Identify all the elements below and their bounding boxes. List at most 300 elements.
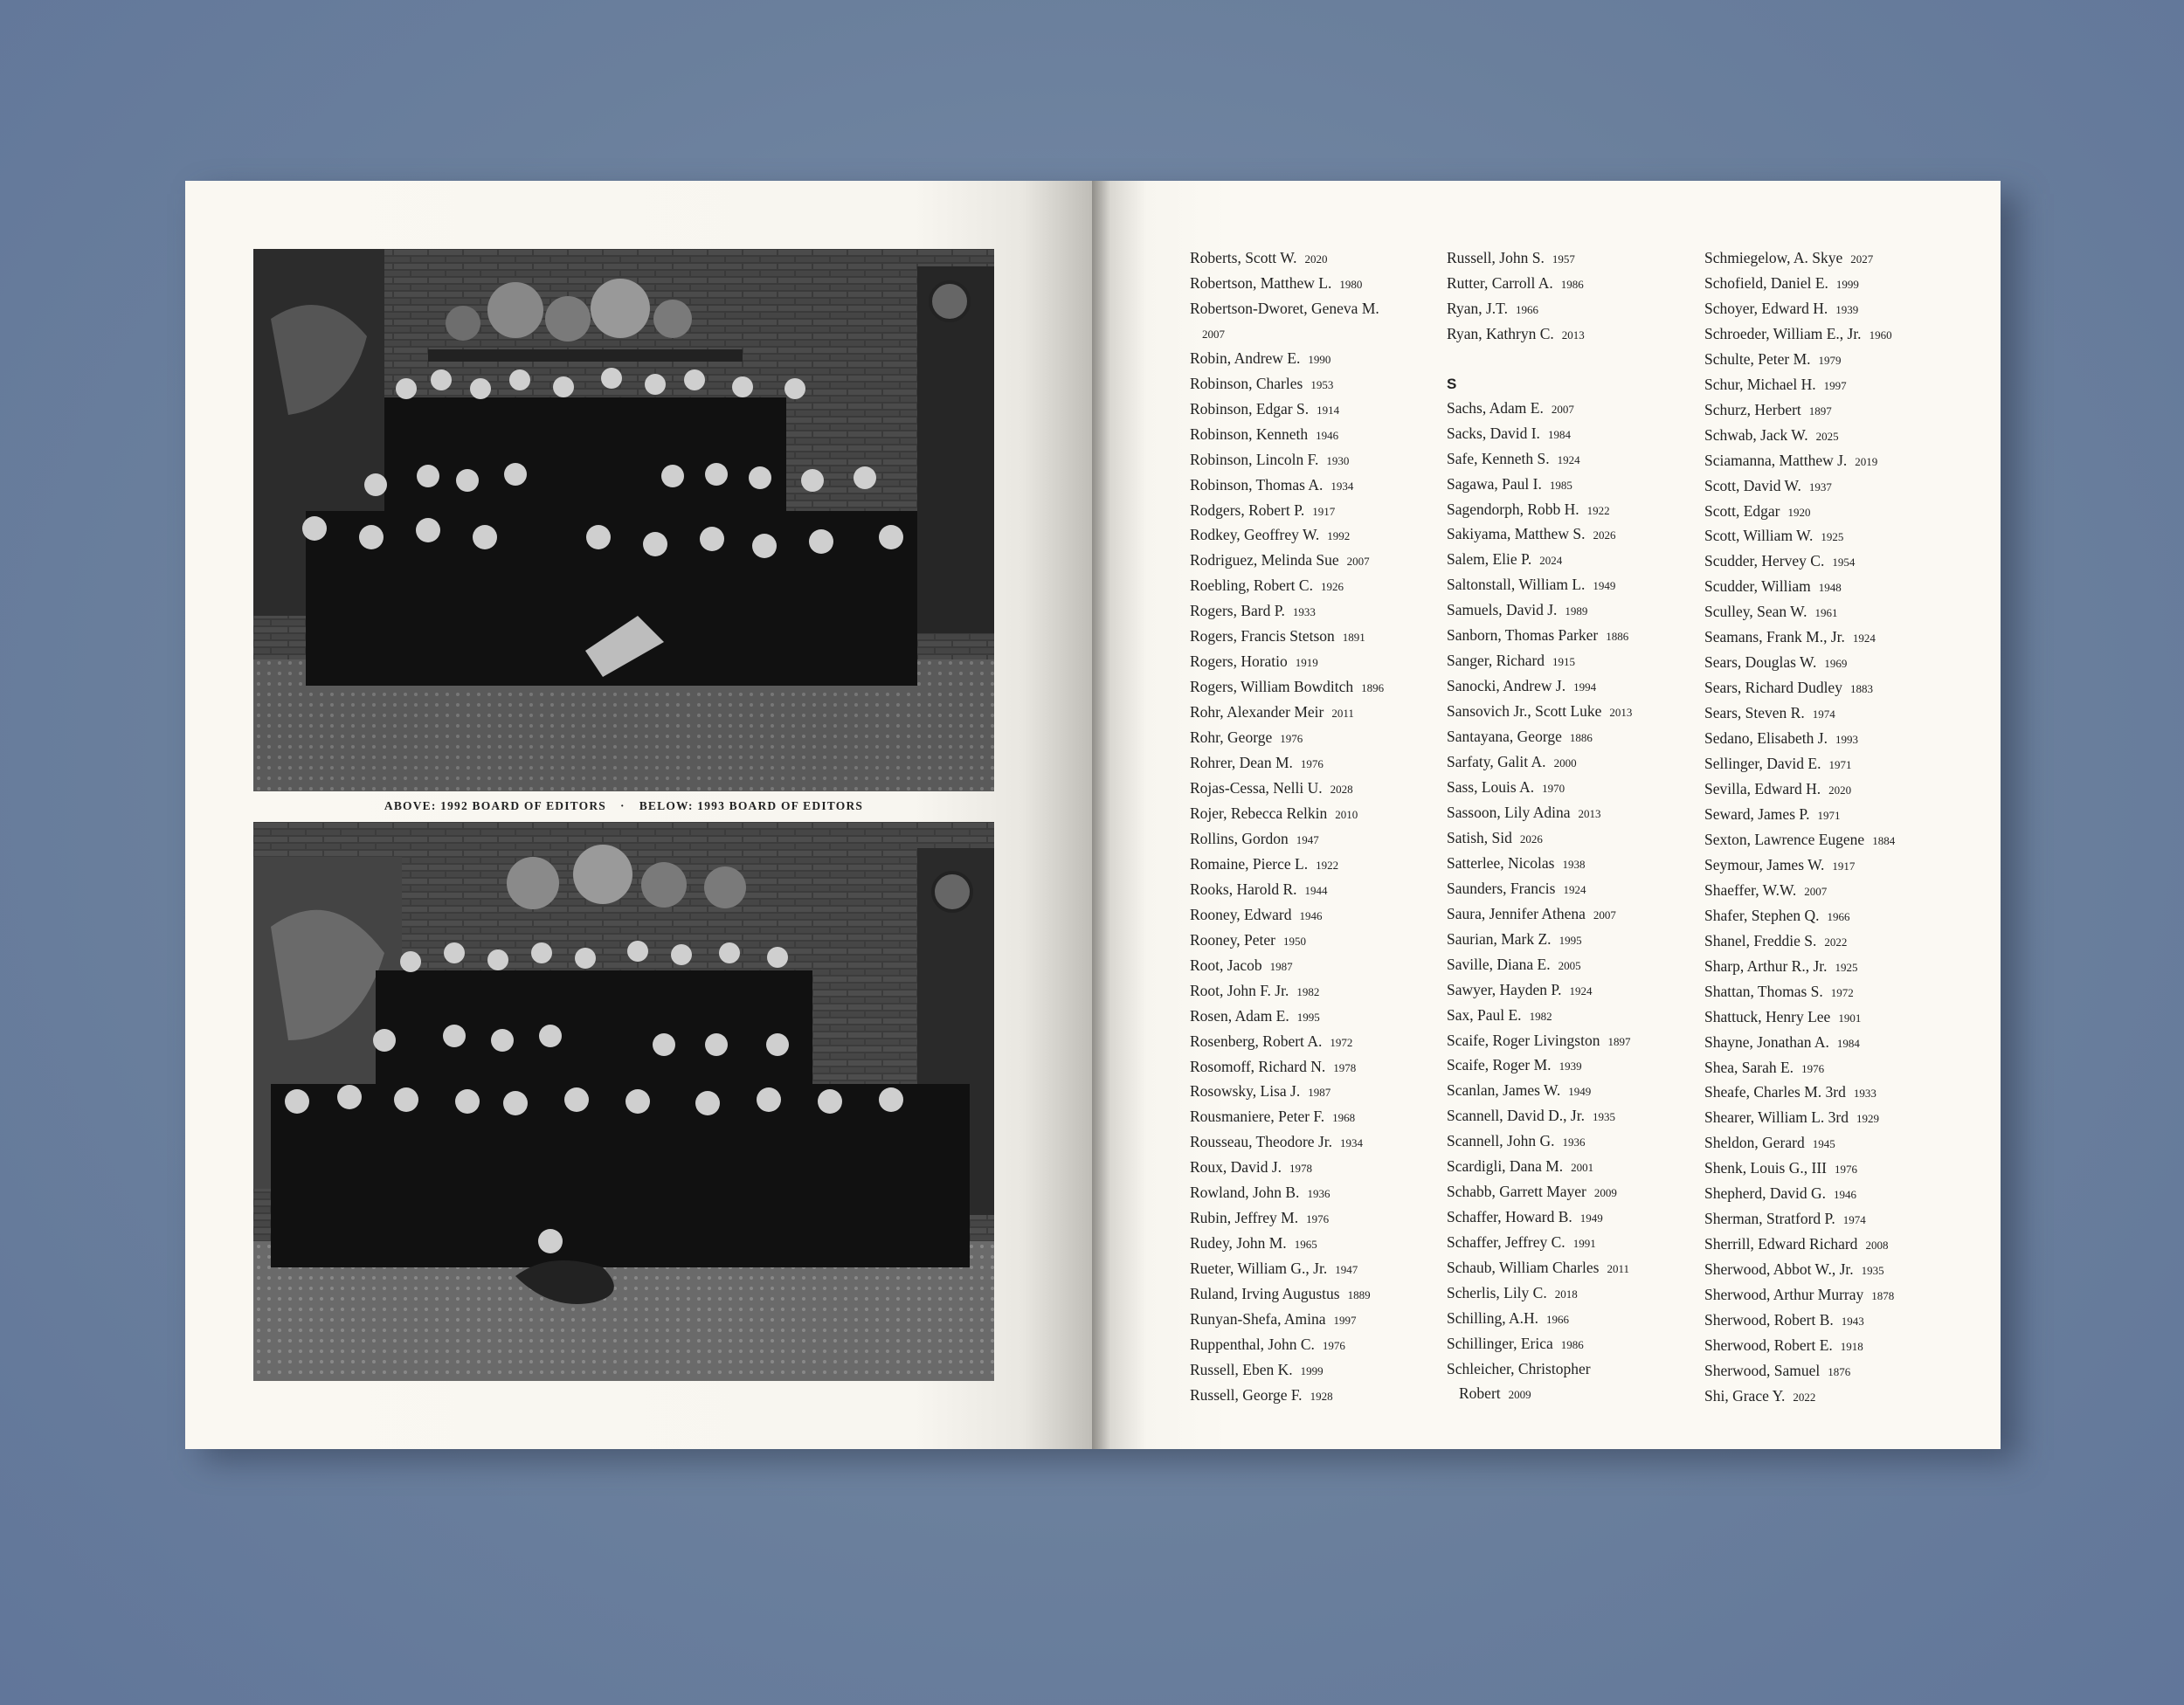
index-entry [1447, 246, 1691, 272]
entry-year: 1980 [1339, 277, 1363, 291]
entry-year: 1978 [1289, 1162, 1312, 1176]
entry-name: Rodkey, Geoffrey W. [1190, 526, 1320, 544]
entry-name: Seymour, James W. [1704, 855, 1825, 873]
entry-name: Sears, Richard Dudley [1704, 679, 1842, 697]
entry-name: Sanborn, Thomas Parker [1447, 626, 1599, 645]
index-entry [1447, 272, 1691, 297]
entry-year: 1954 [1832, 556, 1856, 569]
index-entry [1190, 675, 1434, 701]
index-entry [1447, 1231, 1691, 1256]
entry-name: Root, John F. Jr. [1190, 981, 1289, 999]
photo-1992-board [253, 249, 994, 791]
index-entry [1447, 801, 1691, 826]
index-entry [1704, 474, 1949, 500]
entry-year: 2018 [1554, 1287, 1578, 1301]
entry-year: 1965 [1294, 1238, 1317, 1252]
index-entry [1190, 272, 1434, 297]
index-entry [1704, 600, 1949, 625]
index-entry [1190, 1181, 1434, 1206]
entry-name: Sherwood, Arthur Murray [1704, 1286, 1864, 1304]
entry-name: Sarfaty, Galit A. [1447, 753, 1546, 771]
entry-year: 1997 [1823, 378, 1847, 392]
entry-name: Sachs, Adam E. [1447, 398, 1544, 417]
entry-year: 1949 [1579, 1211, 1603, 1225]
entry-name: Shenk, Louis G., III [1704, 1159, 1827, 1177]
entry-year: 2007 [1551, 402, 1574, 416]
index-entry [1190, 549, 1434, 574]
entry-name: Scudder, Hervey C. [1704, 552, 1825, 570]
entry-year: 1987 [1308, 1086, 1331, 1100]
entry-name: Seward, James P. [1704, 804, 1810, 823]
index-entry [1190, 1004, 1434, 1030]
entry-year: 1995 [1296, 1010, 1320, 1024]
index-entry [1447, 1357, 1691, 1407]
entry-name: Sears, Steven R. [1704, 704, 1805, 722]
index-entry [1190, 448, 1434, 473]
entry-name: Robinson, Thomas A. [1190, 475, 1324, 494]
caption-below: BELOW: 1993 BOARD OF EDITORS [639, 799, 864, 812]
entry-name: Schur, Michael H. [1704, 375, 1816, 393]
index-entry [1190, 1030, 1434, 1055]
index-entry [1447, 877, 1691, 902]
entry-name: Rooney, Edward [1190, 905, 1292, 923]
entry-name: Satish, Sid [1447, 828, 1512, 846]
index-entry [1447, 1281, 1691, 1307]
index-entry [1190, 1282, 1434, 1308]
index-entry [1190, 928, 1434, 954]
caption-separator: · [620, 799, 625, 812]
entry-name: Sharp, Arthur R., Jr. [1704, 956, 1828, 975]
entry-year: 1971 [1828, 758, 1852, 772]
entry-name: Schofield, Daniel E. [1704, 273, 1828, 292]
entry-name: Scott, Edgar [1704, 501, 1780, 520]
index-entry [1447, 978, 1691, 1004]
entry-name: Saura, Jennifer Athena [1447, 904, 1586, 922]
index-entry [1704, 297, 1949, 322]
entry-year: 1999 [1835, 277, 1859, 291]
entry-year: 1924 [1557, 452, 1580, 466]
entry-year: 1991 [1572, 1237, 1596, 1251]
entry-year: 1884 [1872, 833, 1896, 847]
index-entry [1704, 1258, 1949, 1283]
index-entry [1704, 1334, 1949, 1359]
entry-name: Schaffer, Howard B. [1447, 1208, 1572, 1226]
entry-year: 2028 [1330, 783, 1353, 797]
entry-year: 1933 [1853, 1087, 1876, 1101]
spacer [1447, 348, 1691, 372]
entry-name: Shattuck, Henry Lee [1704, 1007, 1831, 1025]
entry-name: Shayne, Jonathan A. [1704, 1032, 1829, 1051]
entry-name: Samuels, David J. [1447, 601, 1558, 619]
entry-year: 1948 [1818, 581, 1842, 595]
index-entry [1447, 598, 1691, 624]
entry-year: 1917 [1312, 504, 1336, 518]
entry-year: 2020 [1304, 252, 1328, 266]
index-entry [1447, 522, 1691, 548]
entry-name: Saville, Diana E. [1447, 955, 1551, 973]
entry-year: 1934 [1340, 1136, 1363, 1150]
entry-year: 1986 [1560, 277, 1584, 291]
index-entry [1704, 625, 1949, 651]
entry-name: Russell, John S. [1447, 249, 1545, 266]
index-entry [1447, 1256, 1691, 1281]
entry-year: 1938 [1562, 857, 1586, 871]
entry-year: 2001 [1571, 1161, 1594, 1175]
entry-name: Shearer, William L. 3rd [1704, 1108, 1849, 1127]
entry-name: Rosenberg, Robert A. [1190, 1032, 1323, 1050]
index-entry [1704, 524, 1949, 549]
entry-year: 1995 [1559, 933, 1582, 947]
entry-year: 2026 [1593, 528, 1616, 542]
index-entry [1447, 1307, 1691, 1332]
entry-name: Shafer, Stephen Q. [1704, 906, 1820, 924]
index-entry [1704, 803, 1949, 828]
entry-year: 1960 [1869, 328, 1892, 342]
index-entry [1447, 826, 1691, 852]
entry-year: 1928 [1310, 1389, 1333, 1403]
index-entry [1704, 424, 1949, 449]
entry-name: Roux, David J. [1190, 1158, 1282, 1177]
entry-year: 2019 [1855, 454, 1878, 468]
entry-name: Rohrer, Dean M. [1190, 754, 1293, 772]
entry-name: Saurian, Mark Z. [1447, 929, 1552, 948]
entry-year: 1994 [1573, 680, 1597, 694]
entry-name: Sherwood, Robert B. [1704, 1311, 1834, 1329]
entry-name: Rogers, William Bowditch [1190, 678, 1354, 696]
entry-year: 1990 [1308, 352, 1331, 366]
entry-name: Schwab, Jack W. [1704, 425, 1808, 444]
index-entry [1447, 852, 1691, 877]
entry-name: Rosowsky, Lisa J. [1190, 1082, 1301, 1101]
entry-name: Ruppenthal, John C. [1190, 1335, 1315, 1353]
entry-name: Rollins, Gordon [1190, 829, 1289, 847]
entry-year: 1915 [1552, 655, 1576, 669]
entry-name: Scanlan, James W. [1447, 1081, 1561, 1100]
entry-year: 2010 [1335, 807, 1358, 821]
entry-year: 1970 [1542, 782, 1565, 795]
entry-name: Rutter, Carroll A. [1447, 273, 1553, 292]
entry-year: 2026 [1519, 832, 1543, 846]
index-entry [1190, 1055, 1434, 1080]
index-entry [1704, 1080, 1949, 1106]
entry-year: 2005 [1558, 958, 1581, 972]
entry-year: 2007 [1804, 884, 1828, 898]
entry-year: 1924 [1852, 632, 1876, 645]
index-entry [1447, 1180, 1691, 1205]
entry-name: Scaife, Roger M. [1447, 1056, 1552, 1074]
entry-name: Sansovich Jr., Scott Luke [1447, 702, 1602, 721]
entry-year: 1937 [1808, 480, 1832, 494]
entry-year: 1897 [1607, 1034, 1631, 1048]
entry-name: Rosomoff, Richard N. [1190, 1057, 1326, 1075]
entry-name: Sciamanna, Matthew J. [1704, 451, 1848, 469]
index-entry [1704, 449, 1949, 474]
index-entry [1704, 929, 1949, 955]
entry-name: Scherlis, Lily C. [1447, 1284, 1547, 1302]
entry-year: 2008 [1865, 1239, 1889, 1253]
entry-name: Schleicher, Christopher [1447, 1359, 1591, 1377]
entry-year: 1930 [1326, 453, 1350, 467]
index-entry [1447, 473, 1691, 498]
entry-year: 2022 [1824, 935, 1848, 949]
entry-year: 1917 [1832, 859, 1856, 873]
entry-name: Rosen, Adam E. [1190, 1006, 1289, 1025]
index-entry [1447, 776, 1691, 801]
index-entry [1447, 573, 1691, 598]
entry-year: 1978 [1333, 1060, 1357, 1074]
entry-year: 1939 [1835, 302, 1859, 316]
index-entry [1704, 651, 1949, 676]
entry-year: 1943 [1841, 1315, 1864, 1329]
entry-name: Robertson, Matthew L. [1190, 273, 1332, 292]
index-entry [1190, 1156, 1434, 1181]
entry-name: Sculley, Sean W. [1704, 603, 1807, 621]
entry-name: Shea, Sarah E. [1704, 1058, 1794, 1076]
index-column-1 [1190, 246, 1434, 1409]
entry-year: 1957 [1552, 252, 1575, 266]
entry-year: 2009 [1593, 1186, 1617, 1200]
entry-year: 1896 [1361, 681, 1385, 695]
index-entry [1447, 1332, 1691, 1357]
index-entry [1190, 852, 1434, 878]
entry-name: Scaife, Roger Livingston [1447, 1031, 1600, 1049]
index-entry [1447, 674, 1691, 700]
index-entry [1704, 549, 1949, 575]
entry-year: 1949 [1593, 579, 1616, 593]
entry-year: 1992 [1327, 529, 1351, 543]
index-entry [1190, 523, 1434, 549]
entry-name: Sherwood, Samuel [1704, 1361, 1821, 1379]
index-entry [1704, 853, 1949, 879]
entry-year: 1935 [1592, 1110, 1615, 1124]
index-entry [1190, 701, 1434, 726]
entry-year: 1924 [1569, 984, 1593, 997]
entry-year: 2011 [1607, 1262, 1629, 1276]
entry-year: 1946 [1299, 908, 1323, 922]
entry-year: 1966 [1546, 1313, 1570, 1327]
entry-name: Romaine, Pierce L. [1190, 854, 1309, 873]
index-entry [1190, 1384, 1434, 1409]
entry-name: Scannell, John G. [1447, 1132, 1555, 1150]
index-entry [1704, 1207, 1949, 1232]
entry-name: Rousseau, Theodore Jr. [1190, 1133, 1332, 1151]
index-entry [1447, 422, 1691, 447]
index-entry [1704, 1131, 1949, 1156]
entry-name: Russell, Eben K. [1190, 1360, 1293, 1378]
entry-year: 1976 [1801, 1061, 1825, 1075]
index-entry [1704, 1182, 1949, 1207]
index-entry [1447, 1004, 1691, 1029]
entry-year: 1897 [1808, 404, 1832, 418]
entry-year: 1946 [1316, 428, 1339, 442]
entry-name: Root, Jacob [1190, 956, 1262, 974]
entry-year: 2000 [1553, 756, 1577, 770]
index-entry [1190, 246, 1434, 272]
entry-year: 1961 [1814, 606, 1838, 620]
index-entry [1447, 1053, 1691, 1079]
entry-name: Sherrill, Edward Richard [1704, 1235, 1858, 1253]
entry-year: 2007 [1346, 555, 1370, 569]
index-entry [1704, 1156, 1949, 1182]
index-entry [1447, 1079, 1691, 1104]
entry-year: 2013 [1561, 328, 1585, 342]
entry-name: Robinson, Lincoln F. [1190, 450, 1319, 468]
index-entry [1190, 979, 1434, 1004]
entry-year: 1933 [1292, 605, 1316, 619]
index-entry [1704, 752, 1949, 777]
entry-year: 1926 [1320, 580, 1344, 594]
entry-year: 2024 [1539, 554, 1563, 568]
entry-name: Rohr, Alexander Meir [1190, 703, 1324, 721]
entry-name: Schoyer, Edward H. [1704, 299, 1828, 317]
index-entry [1447, 953, 1691, 978]
entry-year: 1918 [1840, 1339, 1863, 1353]
entry-name: Ryan, Kathryn C. [1447, 324, 1554, 342]
entry-year: 1986 [1560, 1337, 1584, 1351]
index-entry [1190, 954, 1434, 979]
entry-year: 1876 [1828, 1364, 1851, 1378]
entry-name: Rubin, Jeffrey M. [1190, 1209, 1299, 1227]
entry-name: Seamans, Frank M., Jr. [1704, 628, 1845, 646]
entry-year: 1976 [1300, 757, 1324, 771]
index-entry [1190, 1130, 1434, 1156]
entry-name: Scardigli, Dana M. [1447, 1157, 1564, 1176]
index-entry [1190, 726, 1434, 751]
entry-name: Rogers, Francis Stetson [1190, 627, 1335, 645]
entry-year: 1919 [1295, 656, 1318, 670]
index-entry [1704, 980, 1949, 1005]
entry-name: Rodgers, Robert P. [1190, 500, 1305, 519]
entry-year: 1925 [1821, 530, 1844, 544]
index-entry [1447, 498, 1691, 523]
entry-name: Scudder, William [1704, 577, 1811, 596]
entry-name: Schabb, Garrett Mayer [1447, 1183, 1586, 1201]
index-entry [1447, 750, 1691, 776]
index-entry [1190, 751, 1434, 777]
entry-year: 1984 [1547, 427, 1571, 441]
entry-name: Sawyer, Hayden P. [1447, 980, 1562, 998]
entry-name: Rogers, Horatio [1190, 652, 1288, 671]
entry-year: 1925 [1835, 960, 1858, 974]
index-entry [1704, 348, 1949, 373]
index-column-2 [1447, 246, 1691, 1407]
index-entry [1704, 828, 1949, 853]
entry-year: 1936 [1562, 1136, 1586, 1149]
entry-year: 1997 [1333, 1314, 1357, 1328]
index-entry [1704, 1359, 1949, 1384]
entry-continuation [1190, 321, 1434, 347]
entry-year: 2025 [1815, 429, 1839, 443]
entry-name: Shi, Grace Y. [1704, 1386, 1786, 1405]
entry-year: 1972 [1830, 985, 1854, 999]
caption-above: ABOVE: 1992 BOARD OF EDITORS [384, 799, 607, 812]
index-entry [1190, 1080, 1434, 1105]
entry-year: 1945 [1812, 1137, 1835, 1151]
index-entry [1190, 625, 1434, 650]
index-entry [1704, 1308, 1949, 1334]
index-entry [1190, 423, 1434, 448]
index-entry [1190, 599, 1434, 625]
entry-name: Schurz, Herbert [1704, 400, 1801, 418]
entry-name: Shepherd, David G. [1704, 1184, 1827, 1203]
entry-year: 1878 [1871, 1289, 1895, 1303]
entry-name: Shaeffer, W.W. [1704, 880, 1797, 899]
entry-year: 1989 [1565, 604, 1588, 618]
entry-name: Roebling, Robert C. [1190, 576, 1313, 595]
index-entry [1190, 827, 1434, 852]
entry-year: 1883 [1849, 682, 1873, 696]
entry-year: 1982 [1296, 984, 1320, 998]
index-entry [1704, 272, 1949, 297]
photo-1993-board [253, 822, 994, 1381]
index-entry [1190, 650, 1434, 675]
entry-name: Rodriguez, Melinda Sue [1190, 551, 1339, 569]
index-entry [1704, 904, 1949, 929]
entry-year: 1976 [1322, 1338, 1345, 1352]
index-entry [1447, 322, 1691, 348]
entry-name: Schroeder, William E., Jr. [1704, 324, 1862, 342]
index-entry [1704, 246, 1949, 272]
entry-year: 1985 [1549, 478, 1572, 492]
entry-year: 2022 [1793, 1390, 1816, 1404]
entry-name: Rousmaniere, Peter F. [1190, 1108, 1325, 1126]
entry-year: 1946 [1834, 1188, 1857, 1202]
index-entry [1190, 1333, 1434, 1358]
entry-name: Sheldon, Gerard [1704, 1134, 1805, 1152]
index-entry [1190, 878, 1434, 903]
index-entry [1704, 500, 1949, 525]
entry-name: Robin, Andrew E. [1190, 349, 1301, 367]
index-entry [1447, 1104, 1691, 1129]
index-entry [1190, 1232, 1434, 1257]
entry-name: Rooks, Harold R. [1190, 880, 1297, 898]
entry-year: 1924 [1563, 882, 1586, 896]
entry-year: 1969 [1824, 657, 1848, 671]
index-entry [1190, 1257, 1434, 1282]
index-entry [1447, 902, 1691, 928]
index-entry [1447, 1029, 1691, 1054]
entry-name: Schillinger, Erica [1447, 1334, 1553, 1352]
entry-year: 1914 [1317, 403, 1340, 417]
entry-name: Sears, Douglas W. [1704, 653, 1817, 672]
entry-name: Sexton, Lawrence Eugene [1704, 830, 1865, 848]
entry-year: 1889 [1347, 1288, 1371, 1302]
index-entry [1704, 1005, 1949, 1031]
entry-name: Schaffer, Jeffrey C. [1447, 1233, 1565, 1252]
entry-year: 1982 [1529, 1009, 1552, 1023]
entry-year: 2009 [1508, 1387, 1531, 1401]
entry-name: Salem, Elie P. [1447, 550, 1532, 569]
index-entry [1704, 1106, 1949, 1131]
entry-name: Sagendorph, Robb H. [1447, 500, 1579, 518]
entry-name: Saltonstall, William L. [1447, 576, 1586, 594]
index-entry [1190, 397, 1434, 423]
entry-name: Russell, George F. [1190, 1385, 1303, 1404]
entry-year: 1901 [1838, 1011, 1862, 1025]
entry-year: 1966 [1827, 909, 1850, 923]
entry-year: 1935 [1861, 1264, 1884, 1278]
entry-name: Robertson-Dworet, Geneva M. [1190, 299, 1379, 317]
entry-name: Sanocki, Andrew J. [1447, 677, 1566, 695]
entry-year: 2013 [1578, 806, 1601, 820]
entry-name: Rojas-Cessa, Nelli U. [1190, 779, 1323, 797]
entry-name: Sassoon, Lily Adina [1447, 803, 1571, 821]
index-entry [1704, 322, 1949, 348]
index-entry [1190, 1358, 1434, 1384]
index-entry [1447, 725, 1691, 750]
entry-name: Shattan, Thomas S. [1704, 982, 1823, 1000]
entry-name: Sax, Paul E. [1447, 1005, 1522, 1024]
